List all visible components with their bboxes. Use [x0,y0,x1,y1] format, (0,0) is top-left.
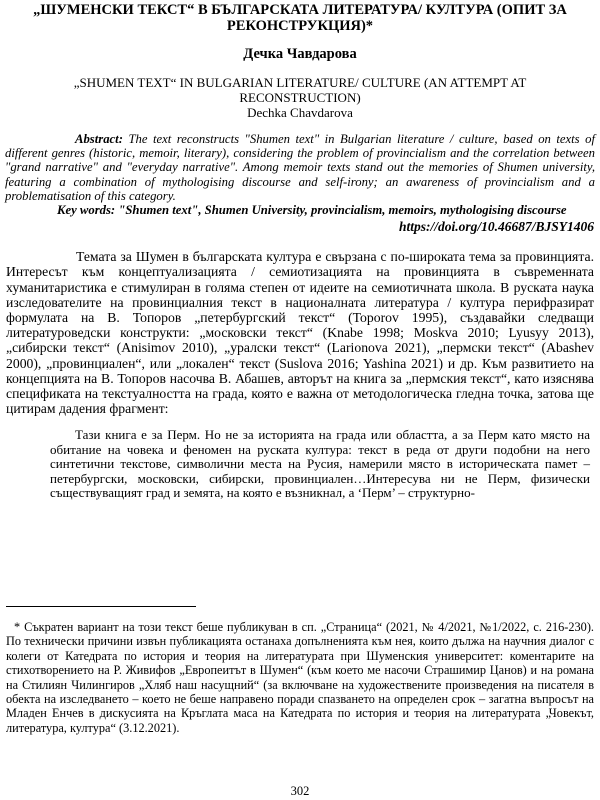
footnote: * Съкратен вариант на този текст беше публикуван в сп. „Страница“ (2021, № 4/2021, №1/2022, с. 216-230). По технически причини извън публикацията останаха допълненията към нея, които дължа на научния диалог с колеги от Катедрата по история и теория на литературата при Шуменския университет: коментарите на стихотворението на Р. Живифов „Европеитът в Шумен“ (към което ме насочи Страшимир Цанов) и на романа на Стилиян Чилингиров „Хляб наш насущний“ (за включване на художествените произведения на писателя в обекта на изследването – което не беше направено поради спазването на определен срок – загатна въпросът на Младен Енчев в дискусията на Кръглата маса на Катедрата по история и теория на литературата „Човекът, литература, култура“ (3.12.2021). [6,620,594,735]
article-title-en: „SHUMEN TEXT“ IN BULGARIAN LITERATURE/ CULTURE (AN ATTEMPT AT RECONSTRUCTION) [73,75,527,105]
keywords [5,203,595,217]
author-name-bg: Дечка Чавдарова [243,46,357,62]
abstract-label: Abstract: [75,132,123,146]
block-quote: Тази книга е за Перм. Но не за историята на града или областта, а за Перм като място на обитание на човека и феномен на руската култура: текст в реда от други подобни на него синтетични текстове, символични места на Русия, намерили място в историческата памет – петербургски, московски, сибирски, провинциален…Интересува ни не Перм, физически съществуващият град и земята, на която е възникнал, а ‘Перм’ – структурно- [50,427,590,501]
article-title-bg: „ШУМЕНСКИ ТЕКСТ“ В БЪЛГАРСКАТА ЛИТЕРАТУРА/ КУЛТУРА (ОПИТ ЗА РЕКОНСТРУКЦИЯ)* [33,2,567,34]
keywords-label: Key words: [57,203,116,218]
footnote-divider [6,606,196,607]
abstract [5,132,595,203]
body-paragraph: Темата за Шумен в българската култура е свързана с по-широката тема за провинцията. Интересът към концептуализацията / семиотизацията на провинцията в съвременната хуманитаристика е стимулиран в голяма степен от идеите на семиотичната школа. В руската наука изследователите на провинциалния текст в националната литература / култура перифразират формулата на В. Топоров „петербургский текст“ (Toporov 1995), създавайки следващи литературоведски конструкти: „московски текст“ (Knabe 1998; Moskva 2010; Lyusyy 2013), „сибирски текст“ (Anisimov 2010), „уралски текст“ (Larionova 2021), „пермски текст“ (Abashev 2000), „провинциален“, или „локален“ текст (Suslova 2016; Yashina 2021) и др. Към развитието на концепцията на В. Топоров насочва В. Абашев, авторът на книга за „пермския текст“, като изяснява спецификата на текстуалността на града, която е важна от методологическа гледна точка, затова ще цитирам дадения фрагмент: [6,249,594,417]
abstract-text: The text reconstructs "Shumen text" in Bulgarian literature / culture, based on texts of different genres (historic, memoir, literary), considering the problem of provincialism and the correlation between "grand narrative" and "everyday narrative". Among memoir texts stand out the memories of Shumen university, featuring a combination of mythologising discourse and self-irony; an awareness of provincialism and a problematisation of this category. [5,132,595,203]
doi-link[interactable]: https://doi.org/10.46687/BJSY1406 [398,219,594,235]
keywords-text: "Shumen text", Shumen University, provincialism, memoirs, mythologising discourse [118,203,567,218]
page-number: 302 [290,784,310,798]
author-name-en: Dechka Chavdarova [247,105,353,120]
